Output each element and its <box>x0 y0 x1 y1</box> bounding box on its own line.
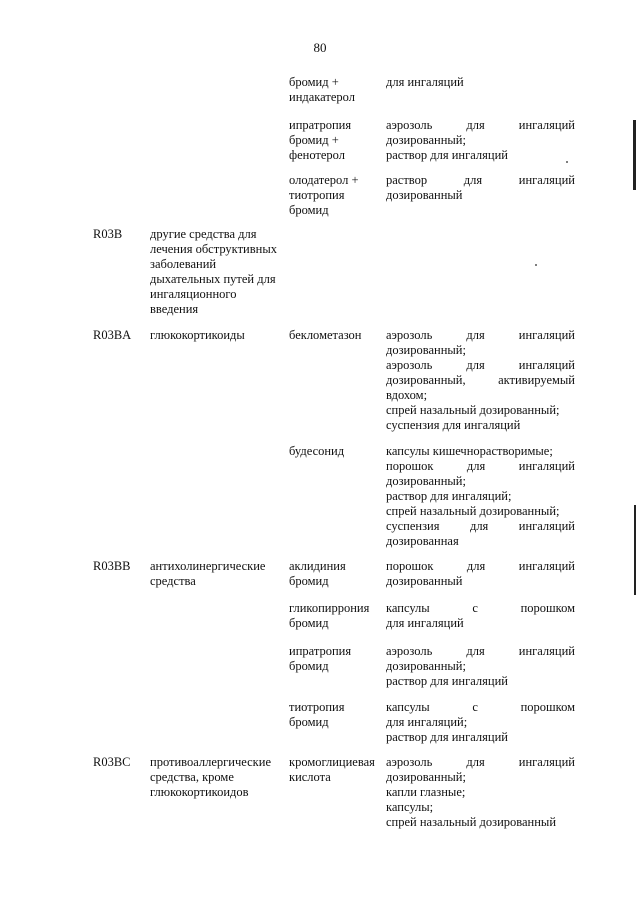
table-row <box>0 601 640 644</box>
dosage-form-word: для <box>466 118 485 132</box>
dosage-form-word: суспензия <box>386 519 440 533</box>
dosage-form-line: дозированный; <box>386 133 466 147</box>
drug-name-line: будесонид <box>289 444 345 458</box>
dosage-form-line: раствор для ингаляций; <box>386 489 512 503</box>
group-name-line: глюкокортикоидов <box>150 785 249 799</box>
dosage-form-line <box>386 459 575 474</box>
scan-edge-mark <box>634 505 636 595</box>
dosage-form-word: ингаляций <box>518 118 575 132</box>
drug-name-line: ипратропия <box>289 118 352 132</box>
dosage-form <box>386 444 575 549</box>
dosage-form-line: спрей назальный дозированный; <box>386 403 560 417</box>
dosage-form-line: спрей назальный дозированный <box>386 815 557 829</box>
dosage-form <box>386 755 575 830</box>
drug-table <box>0 75 640 835</box>
dosage-form-line: для ингаляций <box>386 616 464 630</box>
drug-name-line: индакатерол <box>289 90 355 104</box>
atc-code: R03B <box>93 227 123 241</box>
drug-name <box>289 700 385 730</box>
dosage-form-line: раствор для ингаляций <box>386 730 508 744</box>
dosage-form-word: для <box>466 328 485 342</box>
dosage-form-word: ингаляций <box>518 173 575 187</box>
dosage-form-line: дозированный; <box>386 659 466 673</box>
group-name-line: противоаллергические <box>150 755 271 769</box>
table-row <box>0 644 640 700</box>
dosage-form-word: аэрозоль <box>386 118 433 132</box>
group-name-line: ингаляционного <box>150 287 237 301</box>
dosage-form <box>386 75 575 90</box>
dosage-form-line <box>386 601 575 616</box>
table-row <box>0 227 640 328</box>
atc-code: R03BA <box>93 328 132 342</box>
dosage-form-word: раствор <box>386 173 428 187</box>
table-row <box>0 755 640 835</box>
drug-name <box>289 173 385 218</box>
dosage-form-word: ингаляций <box>518 358 575 372</box>
group-name <box>150 559 285 589</box>
drug-name-line: аклидиния <box>289 559 346 573</box>
atc-code: R03BC <box>93 755 131 769</box>
drug-name-line: тиотропия <box>289 700 345 714</box>
scan-edge-mark <box>633 120 636 190</box>
dosage-form <box>386 700 575 745</box>
dosage-form-word: аэрозоль <box>386 644 433 658</box>
dosage-form-word: дозированный, <box>386 373 466 387</box>
dosage-form-word: ингаляций <box>518 459 575 473</box>
table-row <box>0 173 640 227</box>
dosage-form-word: аэрозоль <box>386 358 433 372</box>
dosage-form-word: для <box>466 755 485 769</box>
dosage-form-line <box>386 328 575 343</box>
dosage-form-word: для <box>466 459 486 473</box>
dosage-form-word: ингаляций <box>518 755 575 769</box>
scan-speck <box>566 161 568 163</box>
group-name-line: дыхательных путей для <box>150 272 276 286</box>
group-name-line: введения <box>150 302 199 316</box>
drug-name-line: тиотропия <box>289 188 345 202</box>
drug-name-line: бромид <box>289 616 329 630</box>
drug-name <box>289 644 385 674</box>
dosage-form <box>386 559 575 589</box>
drug-name-line: бромид <box>289 659 329 673</box>
dosage-form-line: суспензия для ингаляций <box>386 418 521 432</box>
drug-name-line: кромоглициевая <box>289 755 375 769</box>
group-name-line: средства <box>150 574 196 588</box>
dosage-form-line: дозированный; <box>386 770 466 784</box>
dosage-form-word: ингаляций <box>518 559 575 573</box>
dosage-form-word: капсулы <box>386 601 430 615</box>
table-row <box>0 75 640 118</box>
dosage-form-line: дозированный; <box>386 474 466 488</box>
dosage-form-word: ингаляций <box>518 328 575 342</box>
group-name <box>150 755 285 800</box>
dosage-form-line: для ингаляций <box>386 75 464 89</box>
dosage-form-line: раствор для ингаляций <box>386 674 508 688</box>
dosage-form-word: для <box>466 644 485 658</box>
group-name <box>150 328 285 343</box>
dosage-form <box>386 601 575 631</box>
dosage-form-word: капсулы <box>386 700 430 714</box>
dosage-form-line: раствор для ингаляций <box>386 148 508 162</box>
dosage-form-word: с <box>472 700 478 714</box>
dosage-form-line: капли глазные; <box>386 785 466 799</box>
dosage-form-line <box>386 559 575 574</box>
dosage-form <box>386 118 575 163</box>
drug-name-line: гликопиррония <box>289 601 370 615</box>
dosage-form-line <box>386 373 575 388</box>
scan-speck <box>535 264 537 266</box>
dosage-form-word: для <box>469 519 489 533</box>
group-name-line: антихолинергические <box>150 559 266 573</box>
dosage-form-word: порошок <box>386 459 434 473</box>
dosage-form-word: для <box>466 358 485 372</box>
dosage-form-word: порошок <box>386 559 434 573</box>
drug-name-line: бромид <box>289 574 329 588</box>
drug-name <box>289 328 385 343</box>
group-name-line: заболеваний <box>150 257 217 271</box>
dosage-form <box>386 644 575 689</box>
page-number: 80 <box>313 40 327 55</box>
dosage-form-word: для <box>463 173 483 187</box>
table-row <box>0 700 640 755</box>
table-row <box>0 118 640 173</box>
drug-name-line: ипратропия <box>289 644 352 658</box>
dosage-form <box>386 328 575 433</box>
group-name-line: лечения обструктивных <box>150 242 277 256</box>
drug-name <box>289 444 385 459</box>
dosage-form-word: порошком <box>520 700 575 714</box>
dosage-form-line: капсулы кишечнорастворимые; <box>386 444 553 458</box>
drug-name-line: беклометазон <box>289 328 362 342</box>
group-name-line: другие средства для <box>150 227 257 241</box>
dosage-form <box>386 173 575 203</box>
dosage-form-line <box>386 519 575 534</box>
group-name-line: глюкокортикоиды <box>150 328 245 342</box>
drug-name-line: кислота <box>289 770 331 784</box>
dosage-form-word: ингаляций <box>518 519 575 533</box>
dosage-form-word: для <box>466 559 486 573</box>
dosage-form-word: активируемый <box>498 373 575 387</box>
drug-name-line: олодатерол + <box>289 173 359 187</box>
table-row <box>0 444 640 559</box>
dosage-form-word: порошком <box>520 601 575 615</box>
dosage-form-line <box>386 358 575 373</box>
dosage-form-line: для ингаляций; <box>386 715 468 729</box>
drug-name-line: бромид + <box>289 75 339 89</box>
drug-name <box>289 559 385 589</box>
drug-name <box>289 118 385 163</box>
dosage-form-word: аэрозоль <box>386 755 433 769</box>
drug-name-line: бромид <box>289 715 329 729</box>
dosage-form-word: ингаляций <box>518 644 575 658</box>
drug-name <box>289 75 385 105</box>
atc-code: R03BB <box>93 559 131 573</box>
dosage-form-line <box>386 118 575 133</box>
dosage-form-line <box>386 644 575 659</box>
dosage-form-line <box>386 755 575 770</box>
dosage-form-line <box>386 173 575 188</box>
dosage-form-line: капсулы; <box>386 800 434 814</box>
drug-name <box>289 601 385 631</box>
table-row <box>0 559 640 601</box>
group-name <box>150 227 285 317</box>
dosage-form-word: с <box>472 601 478 615</box>
drug-name-line: фенотерол <box>289 148 346 162</box>
dosage-form-line: дозированный <box>386 574 463 588</box>
drug-name-line: бромид <box>289 203 329 217</box>
dosage-form-line: дозированная <box>386 534 459 548</box>
group-name-line: средства, кроме <box>150 770 234 784</box>
dosage-form-line: вдохом; <box>386 388 428 402</box>
dosage-form-line: дозированный; <box>386 343 466 357</box>
dosage-form-line: дозированный <box>386 188 463 202</box>
dosage-form-word: аэрозоль <box>386 328 433 342</box>
dosage-form-line: спрей назальный дозированный; <box>386 504 560 518</box>
dosage-form-line <box>386 700 575 715</box>
drug-name <box>289 755 385 785</box>
table-row <box>0 328 640 444</box>
drug-name-line: бромид + <box>289 133 339 147</box>
